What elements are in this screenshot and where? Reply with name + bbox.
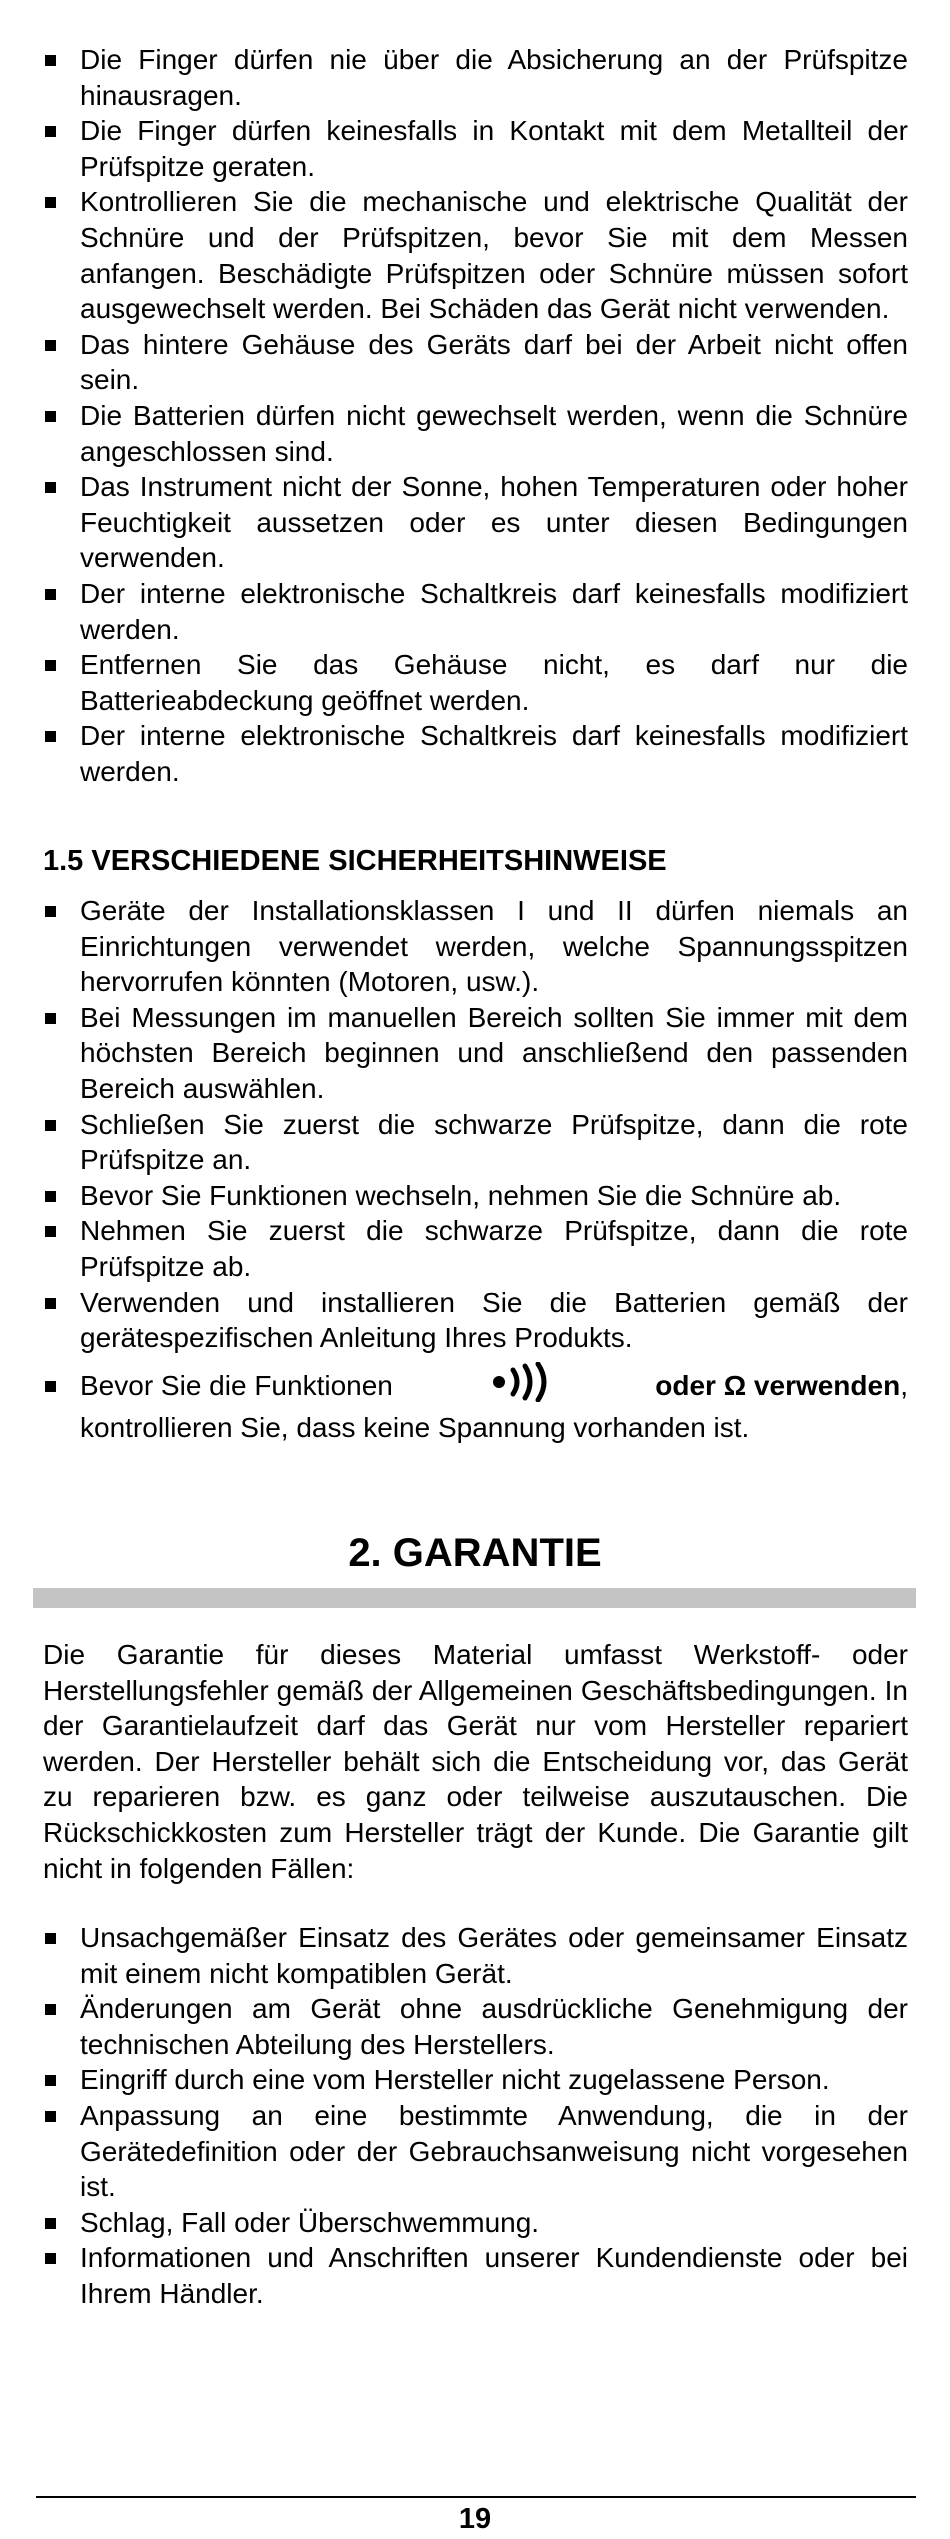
bullet-square-icon [45, 1013, 56, 1024]
list-item-text: kontrollieren Sie, dass keine Spannung vorhanden ist. [80, 1412, 750, 1444]
page-number: 19 [458, 2503, 492, 2535]
list-item-text: Entfernen Sie das Gehäuse nicht, es darf nur die Batterieabdeckung geöffnet werden. [80, 649, 908, 716]
bullet-square-icon [45, 660, 56, 671]
bullet-square-icon [45, 2253, 56, 2264]
bullet-square-icon [45, 1226, 56, 1237]
list-item [43, 1991, 908, 2062]
list-item-text: Der interne elektronische Schaltkreis darf keinesfalls modifiziert werden. [80, 577, 908, 645]
list-item [43, 1362, 908, 1446]
list-item-text: Unsachgemäßer Einsatz des Gerätes oder gemeinsamer Einsatz mit einem nicht kompatiblen Gerät. [80, 1922, 908, 1989]
list-item-text: Die Batterien dürfen nicht gewechselt werden, wenn die Schnüre angeschlossen sind. [80, 399, 908, 467]
list-item [43, 2205, 908, 2241]
list-item-text: Bei Messungen im manuellen Bereich sollten Sie immer mit dem höchsten Bereich beginnen und anschließend den passenden Bereich auswählen. [80, 1001, 908, 1104]
continuity-line [80, 1362, 908, 1411]
warranty-exclusions-list [43, 1920, 908, 2312]
list-item [43, 42, 908, 113]
list-item-text: Bevor Sie Funktionen wechseln, nehmen Sie die Schnüre ab. [80, 1179, 842, 1211]
list-item [43, 2240, 908, 2311]
list-item [43, 1107, 908, 1178]
list-item-text: Änderungen am Gerät ohne ausdrückliche Genehmigung der technischen Abteilung des Herstellers. [80, 1993, 908, 2060]
continuity-beep-icon [491, 1362, 555, 1411]
list-item [43, 184, 908, 326]
list-item-text-bold-wrap [655, 1368, 908, 1404]
list-item [43, 2062, 908, 2098]
section-divider [33, 1588, 916, 1608]
bullet-square-icon [45, 126, 56, 137]
bullet-square-icon [45, 2218, 56, 2229]
list-item-text: Nehmen Sie zuerst die schwarze Prüfspitze, dann die rote Prüfspitze ab. [80, 1215, 908, 1282]
bullet-square-icon [45, 1298, 56, 1309]
section-heading: 1.5 VERSCHIEDENE SICHERHEITSHINWEISE [43, 845, 667, 877]
list-item [43, 576, 908, 647]
bullet-square-icon [45, 482, 56, 493]
list-item [43, 718, 908, 789]
list-item [43, 113, 908, 184]
list-item [43, 1000, 908, 1107]
bullet-square-icon [45, 906, 56, 917]
list-item-text: Die Finger dürfen nie über die Absicherung an der Prüfspitze hinausragen. [80, 44, 908, 111]
list-item [43, 398, 908, 469]
bullet-square-icon [45, 2075, 56, 2086]
bullet-square-icon [45, 411, 56, 422]
warranty-paragraph: Die Garantie für dieses Material umfasst Werkstoff- oder Herstellungsfehler gemäß der Allgemeinen Geschäftsbedingungen. In der Garantielaufzeit darf das Gerät nur vom Hersteller repariert werden. Der Hersteller behält sich die Entscheidung vor, das Gerät zu reparieren bzw. es ganz oder teilweise auszutauschen. Die Rückschickkosten zum Hersteller trägt der Kunde. Die Garantie gilt nicht in folgenden Fällen: [43, 1639, 908, 1884]
list-item-text: Anpassung an eine bestimmte Anwendung, die in der Gerätedefinition oder der Gebrauchsanweisung nicht vorgesehen ist. [80, 2099, 908, 2203]
list-item-text: Verwenden und installieren Sie die Batterien gemäß der gerätespezifischen Anleitung Ihres Produkts. [80, 1286, 908, 1354]
bullet-square-icon [45, 1933, 56, 1944]
list-item [43, 2098, 908, 2205]
safety-notes-list [43, 893, 908, 1446]
list-item-text: Bevor Sie die Funktionen [80, 1370, 393, 1402]
list-item-text: Das hintere Gehäuse des Geräts darf bei der Arbeit nicht offen sein. [80, 328, 908, 396]
list-item [43, 1920, 908, 1991]
bullet-square-icon [45, 1381, 56, 1392]
list-item-text: Eingriff durch eine vom Hersteller nicht zugelassene Person. [80, 2064, 830, 2096]
bullet-square-icon [45, 340, 56, 351]
bullet-square-icon [45, 1191, 56, 1202]
safety-list [43, 42, 908, 789]
list-item [43, 327, 908, 398]
bullet-square-icon [45, 2004, 56, 2015]
list-item-text: Der interne elektronische Schaltkreis darf keinesfalls modifiziert werden. [80, 720, 908, 787]
list-item [43, 1213, 908, 1284]
list-item [43, 1285, 908, 1356]
list-item [43, 1178, 908, 1214]
list-item-text: Geräte der Installationsklassen I und II dürfen niemals an Einrichtungen verwendet werden, welche Spannungsspitzen hervorrufen könnten (Motoren, usw.). [80, 895, 908, 998]
list-item-text: Die Finger dürfen keinesfalls in Kontakt mit dem Metallteil der Prüfspitze geraten. [80, 115, 908, 182]
bullet-square-icon [45, 731, 56, 742]
list-item-text: Schlag, Fall oder Überschwemmung. [80, 2206, 540, 2238]
list-item-text: Kontrollieren Sie die mechanische und elektrische Qualität der Schnüre und der Prüfspitzen, bevor Sie mit dem Messen anfangen. Beschädigte Prüfspitzen oder Schnüre müssen sofort ausgewechselt werden. Bei Schäden das Gerät nicht verwenden. [80, 186, 908, 325]
bullet-square-icon [45, 2111, 56, 2122]
list-item-text: Schließen Sie zuerst die schwarze Prüfspitze, dann die rote Prüfspitze an. [80, 1108, 908, 1176]
section-heading: 2. GARANTIE [348, 1531, 602, 1575]
list-item [43, 647, 908, 718]
bullet-square-icon [45, 197, 56, 208]
list-item-text: Das Instrument nicht der Sonne, hohen Temperaturen oder hoher Feuchtigkeit aussetzen oder es unter diesen Bedingungen verwenden. [80, 471, 908, 574]
bullet-square-icon [45, 55, 56, 66]
list-item [43, 469, 908, 576]
footer-divider [36, 2496, 916, 2498]
bullet-square-icon [45, 589, 56, 600]
bullet-square-icon [45, 1120, 56, 1131]
list-item-text-punct: , [900, 1370, 908, 1402]
list-item-text-bold: oder Ω verwenden [655, 1370, 901, 1402]
list-item [43, 893, 908, 1000]
list-item-text: Informationen und Anschriften unserer Kundendienste oder bei Ihrem Händler. [80, 2242, 908, 2309]
